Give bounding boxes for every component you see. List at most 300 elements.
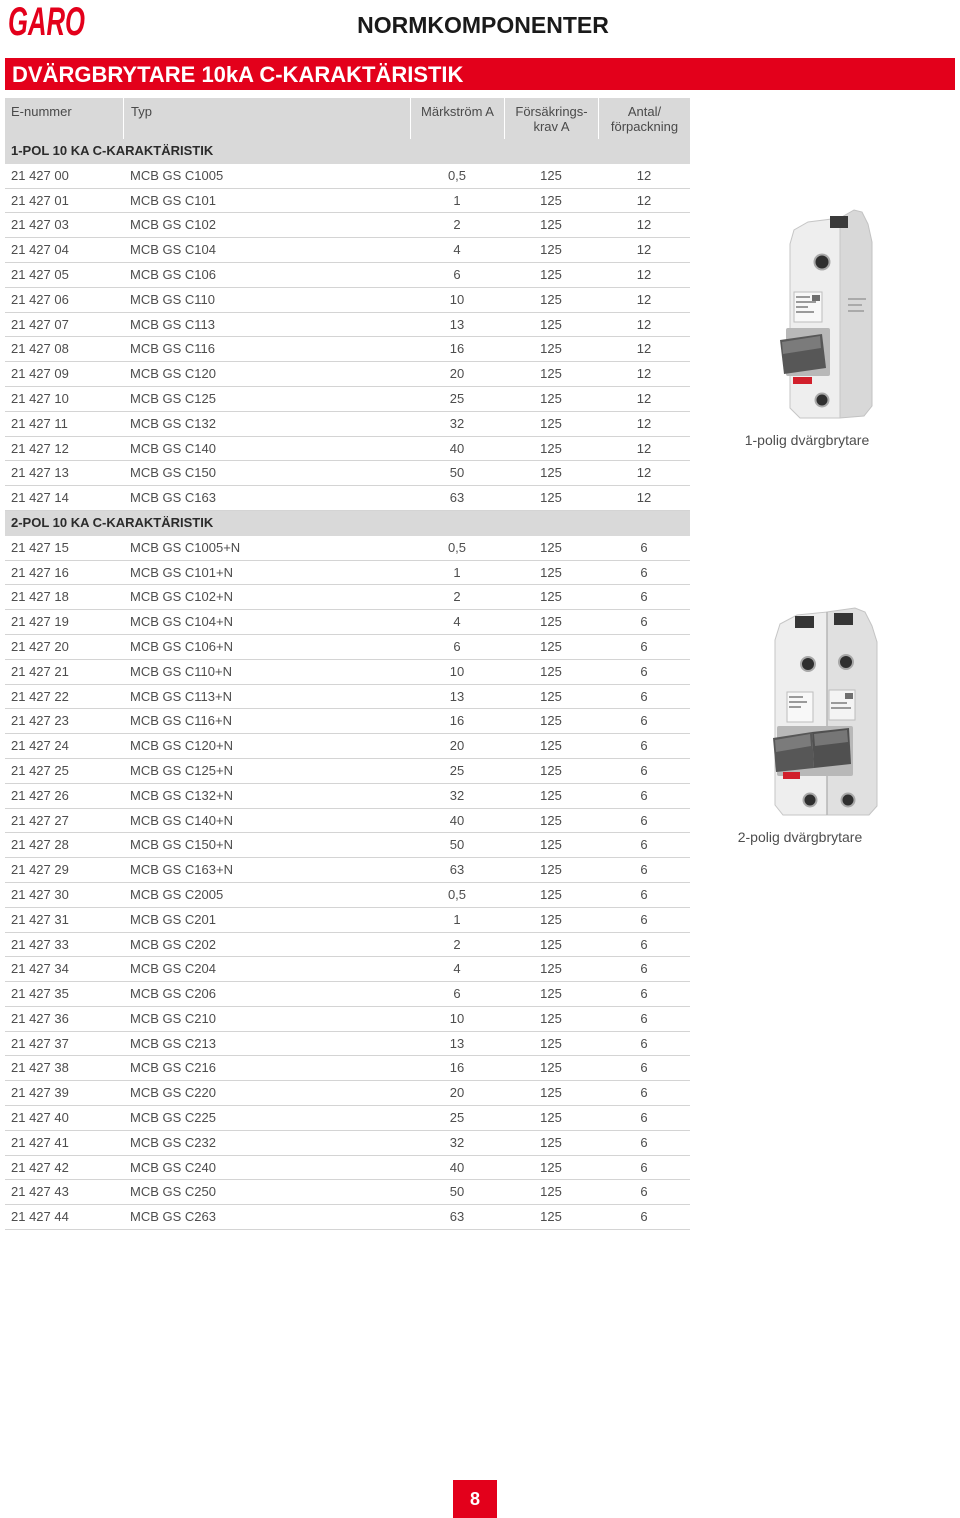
cell-pack-quantity: 6 xyxy=(640,961,648,977)
cell-rated-current: 6 xyxy=(453,266,461,282)
cell-rated-current: 25 xyxy=(449,1110,465,1126)
cell-pack-quantity: 6 xyxy=(640,688,648,704)
column-header-label: Antal/ xyxy=(627,104,662,119)
cell-rated-current: 20 xyxy=(449,366,465,382)
cell-rated-current: 25 xyxy=(449,762,465,778)
label-print xyxy=(796,311,814,313)
label-print xyxy=(796,296,810,298)
table-row xyxy=(5,1007,690,1032)
ce-mark xyxy=(812,295,820,301)
cell-e-number: 21 427 18 xyxy=(11,589,69,605)
cell-fuse-requirement: 125 xyxy=(540,713,562,729)
cell-e-number: 21 427 04 xyxy=(11,242,69,258)
cell-pack-quantity: 12 xyxy=(636,242,652,258)
cell-pack-quantity: 6 xyxy=(640,1060,648,1076)
product-table xyxy=(5,98,690,1230)
screw-hole xyxy=(816,394,829,407)
cell-fuse-requirement: 125 xyxy=(540,936,562,952)
table-row xyxy=(5,635,690,660)
cell-type: MCB GS C102 xyxy=(130,217,216,233)
cell-fuse-requirement: 125 xyxy=(540,341,562,357)
cell-type: MCB GS C104 xyxy=(130,242,216,258)
cell-e-number: 21 427 06 xyxy=(11,291,69,307)
table-row xyxy=(5,734,690,759)
cell-type: MCB GS C113+N xyxy=(130,688,232,704)
table-row xyxy=(5,982,690,1007)
cell-type: MCB GS C132 xyxy=(130,415,216,431)
cell-fuse-requirement: 125 xyxy=(540,688,562,704)
label-print xyxy=(789,701,807,703)
cell-fuse-requirement: 125 xyxy=(540,986,562,1002)
cell-type: MCB GS C263 xyxy=(130,1209,216,1225)
cell-type: MCB GS C216 xyxy=(130,1060,216,1076)
cell-rated-current: 6 xyxy=(453,986,461,1002)
column-header-label: krav A xyxy=(533,119,570,134)
cell-pack-quantity: 6 xyxy=(640,986,648,1002)
cell-fuse-requirement: 125 xyxy=(540,366,562,382)
cell-pack-quantity: 12 xyxy=(636,341,652,357)
table-row xyxy=(5,1131,690,1156)
trip-indicator xyxy=(793,377,812,384)
cell-fuse-requirement: 125 xyxy=(540,390,562,406)
cell-pack-quantity: 6 xyxy=(640,1184,648,1200)
cell-fuse-requirement: 125 xyxy=(540,738,562,754)
cell-type: MCB GS C150 xyxy=(130,465,216,481)
cell-pack-quantity: 6 xyxy=(640,1010,648,1026)
cell-pack-quantity: 12 xyxy=(636,440,652,456)
cell-e-number: 21 427 24 xyxy=(11,738,69,754)
cell-fuse-requirement: 125 xyxy=(540,316,562,332)
cell-e-number: 21 427 31 xyxy=(11,911,69,927)
column-header-pack-quantity xyxy=(598,98,690,139)
cell-rated-current: 32 xyxy=(449,1134,465,1150)
cell-e-number: 21 427 08 xyxy=(11,341,69,357)
table-row xyxy=(5,263,690,288)
table-row xyxy=(5,387,690,412)
table-row xyxy=(5,238,690,263)
cell-type: MCB GS C116 xyxy=(130,341,216,357)
cell-e-number: 21 427 13 xyxy=(11,465,69,481)
ce-mark xyxy=(845,693,853,699)
cell-rated-current: 0,5 xyxy=(447,167,467,183)
mcb-1-pole-image xyxy=(760,200,885,425)
cell-rated-current: 50 xyxy=(449,1184,465,1200)
cell-rated-current: 4 xyxy=(453,961,461,977)
table-row xyxy=(5,1205,690,1230)
cell-type: MCB GS C163 xyxy=(130,490,216,506)
terminal-opening xyxy=(830,216,848,228)
table-row xyxy=(5,313,690,338)
cell-pack-quantity: 6 xyxy=(640,886,648,902)
cell-fuse-requirement: 125 xyxy=(540,1159,562,1175)
cell-pack-quantity: 6 xyxy=(640,1209,648,1225)
label-print xyxy=(796,301,816,303)
cell-e-number: 21 427 34 xyxy=(11,961,69,977)
cell-rated-current: 16 xyxy=(449,341,465,357)
table-row xyxy=(5,1081,690,1106)
cell-pack-quantity: 12 xyxy=(636,266,652,282)
cell-rated-current: 50 xyxy=(449,837,465,853)
figure-caption: 2-polig dvärgbrytare xyxy=(737,829,863,845)
cell-type: MCB GS C232 xyxy=(130,1134,216,1150)
screw-hole xyxy=(842,794,855,807)
cell-type: MCB GS C140 xyxy=(130,440,216,456)
table-row xyxy=(5,709,690,734)
cell-pack-quantity: 12 xyxy=(636,490,652,506)
cell-rated-current: 13 xyxy=(449,1035,465,1051)
cell-e-number: 21 427 05 xyxy=(11,266,69,282)
cell-e-number: 21 427 35 xyxy=(11,986,69,1002)
table-row xyxy=(5,288,690,313)
cell-type: MCB GS C140+N xyxy=(130,812,233,828)
cell-e-number: 21 427 39 xyxy=(11,1085,69,1101)
cell-type: MCB GS C125+N xyxy=(130,762,233,778)
screw-hole xyxy=(815,255,830,270)
side-print xyxy=(848,298,866,300)
cell-pack-quantity: 12 xyxy=(636,217,652,233)
cell-fuse-requirement: 125 xyxy=(540,1209,562,1225)
cell-pack-quantity: 6 xyxy=(640,539,648,555)
cell-rated-current: 40 xyxy=(449,440,465,456)
cell-e-number: 21 427 25 xyxy=(11,762,69,778)
cell-pack-quantity: 6 xyxy=(640,1134,648,1150)
cell-type: MCB GS C240 xyxy=(130,1159,216,1175)
cell-e-number: 21 427 14 xyxy=(11,490,69,506)
cell-fuse-requirement: 125 xyxy=(540,1085,562,1101)
label-print xyxy=(831,707,851,709)
cell-type: MCB GS C1005+N xyxy=(130,539,241,555)
side-print xyxy=(848,304,862,306)
table-row xyxy=(5,486,690,511)
table-row xyxy=(5,784,690,809)
cell-rated-current: 4 xyxy=(453,242,461,258)
cell-rated-current: 1 xyxy=(453,564,461,580)
cell-e-number: 21 427 33 xyxy=(11,936,69,952)
label-print xyxy=(831,702,847,704)
cell-rated-current: 13 xyxy=(449,688,465,704)
cell-rated-current: 63 xyxy=(449,1209,465,1225)
table-row xyxy=(5,858,690,883)
cell-e-number: 21 427 23 xyxy=(11,713,69,729)
cell-fuse-requirement: 125 xyxy=(540,1060,562,1076)
table-header xyxy=(5,98,690,139)
table-row xyxy=(5,213,690,238)
cell-fuse-requirement: 125 xyxy=(540,614,562,630)
table-row xyxy=(5,883,690,908)
column-header-fuse-requirement xyxy=(504,98,598,139)
cell-type: MCB GS C132+N xyxy=(130,787,233,803)
table-row xyxy=(5,1106,690,1131)
cell-fuse-requirement: 125 xyxy=(540,911,562,927)
cell-pack-quantity: 12 xyxy=(636,390,652,406)
cell-type: MCB GS C113 xyxy=(130,316,216,332)
cell-e-number: 21 427 27 xyxy=(11,812,69,828)
table-row xyxy=(5,610,690,635)
cell-pack-quantity: 6 xyxy=(640,738,648,754)
cell-pack-quantity: 12 xyxy=(636,316,652,332)
cell-type: MCB GS C250 xyxy=(130,1184,216,1200)
cell-rated-current: 16 xyxy=(449,1060,465,1076)
cell-e-number: 21 427 11 xyxy=(11,415,68,431)
table-row xyxy=(5,585,690,610)
cell-type: MCB GS C220 xyxy=(130,1085,216,1101)
column-header-rated-current xyxy=(410,98,504,139)
cell-pack-quantity: 6 xyxy=(640,614,648,630)
cell-rated-current: 4 xyxy=(453,614,461,630)
cell-fuse-requirement: 125 xyxy=(540,465,562,481)
cell-fuse-requirement: 125 xyxy=(540,217,562,233)
cell-fuse-requirement: 125 xyxy=(540,440,562,456)
mcb-2-pole-image xyxy=(765,600,890,822)
cell-pack-quantity: 6 xyxy=(640,564,648,580)
cell-rated-current: 50 xyxy=(449,465,465,481)
cell-e-number: 21 427 26 xyxy=(11,787,69,803)
page-number: 8 xyxy=(453,1480,497,1518)
label-print xyxy=(789,696,803,698)
table-row xyxy=(5,809,690,834)
cell-fuse-requirement: 125 xyxy=(540,1010,562,1026)
cell-e-number: 21 427 30 xyxy=(11,886,69,902)
cell-rated-current: 0,5 xyxy=(447,539,467,555)
table-row xyxy=(5,1156,690,1181)
cell-fuse-requirement: 125 xyxy=(540,589,562,605)
cell-e-number: 21 427 28 xyxy=(11,837,69,853)
cell-type: MCB GS C106+N xyxy=(130,638,233,654)
cell-fuse-requirement: 125 xyxy=(540,490,562,506)
cell-rated-current: 1 xyxy=(453,911,461,927)
side-print xyxy=(848,310,864,312)
cell-type: MCB GS C110 xyxy=(130,291,216,307)
cell-e-number: 21 427 19 xyxy=(11,614,69,630)
column-header-type xyxy=(123,98,410,139)
cell-e-number: 21 427 38 xyxy=(11,1060,69,1076)
cell-rated-current: 10 xyxy=(449,1010,465,1026)
cell-e-number: 21 427 16 xyxy=(11,564,69,580)
cell-fuse-requirement: 125 xyxy=(540,1035,562,1051)
table-row xyxy=(5,362,690,387)
column-header-label: förpackning xyxy=(610,119,679,134)
cell-fuse-requirement: 125 xyxy=(540,539,562,555)
cell-type: MCB GS C150+N xyxy=(130,837,233,853)
cell-e-number: 21 427 36 xyxy=(11,1010,69,1026)
screw-hole xyxy=(801,657,815,671)
cell-e-number: 21 427 15 xyxy=(11,539,69,555)
cell-pack-quantity: 6 xyxy=(640,812,648,828)
cell-type: MCB GS C210 xyxy=(130,1010,216,1026)
cell-e-number: 21 427 01 xyxy=(11,192,69,208)
cell-type: MCB GS C125 xyxy=(130,390,216,406)
cell-type: MCB GS C202 xyxy=(130,936,216,952)
cell-pack-quantity: 6 xyxy=(640,911,648,927)
trip-indicator xyxy=(783,772,800,779)
cell-pack-quantity: 6 xyxy=(640,663,648,679)
cell-rated-current: 6 xyxy=(453,638,461,654)
cell-e-number: 21 427 43 xyxy=(11,1184,69,1200)
cell-fuse-requirement: 125 xyxy=(540,638,562,654)
cell-e-number: 21 427 37 xyxy=(11,1035,69,1051)
cell-fuse-requirement: 125 xyxy=(540,663,562,679)
cell-type: MCB GS C102+N xyxy=(130,589,233,605)
table-row xyxy=(5,536,690,561)
cell-rated-current: 0,5 xyxy=(447,886,467,902)
cell-e-number: 21 427 07 xyxy=(11,316,69,332)
column-header-label: Typ xyxy=(131,104,152,119)
cell-pack-quantity: 6 xyxy=(640,1110,648,1126)
column-header-label: Försäkrings- xyxy=(515,104,588,119)
cell-rated-current: 2 xyxy=(453,217,461,233)
cell-e-number: 21 427 10 xyxy=(11,390,69,406)
cell-rated-current: 1 xyxy=(453,192,461,208)
section-banner: DVÄRGBRYTARE 10kA C-KARAKTÄRISTIK xyxy=(5,58,955,90)
table-row xyxy=(5,660,690,685)
cell-e-number: 21 427 42 xyxy=(11,1159,69,1175)
cell-fuse-requirement: 125 xyxy=(540,787,562,803)
cell-fuse-requirement: 125 xyxy=(540,862,562,878)
cell-rated-current: 40 xyxy=(449,812,465,828)
cell-type: MCB GS C213 xyxy=(130,1035,216,1051)
cell-pack-quantity: 6 xyxy=(640,1159,648,1175)
cell-fuse-requirement: 125 xyxy=(540,762,562,778)
cell-pack-quantity: 6 xyxy=(640,589,648,605)
cell-rated-current: 10 xyxy=(449,291,465,307)
cell-fuse-requirement: 125 xyxy=(540,266,562,282)
cell-type: MCB GS C2005 xyxy=(130,886,224,902)
cell-fuse-requirement: 125 xyxy=(540,1110,562,1126)
page-title: NORMKOMPONENTER xyxy=(357,12,609,38)
table-row xyxy=(5,933,690,958)
table-row xyxy=(5,908,690,933)
cell-pack-quantity: 12 xyxy=(636,366,652,382)
cell-e-number: 21 427 20 xyxy=(11,638,69,654)
cell-pack-quantity: 6 xyxy=(640,713,648,729)
cell-rated-current: 13 xyxy=(449,316,465,332)
cell-type: MCB GS C204 xyxy=(130,961,216,977)
cell-pack-quantity: 6 xyxy=(640,837,648,853)
cell-fuse-requirement: 125 xyxy=(540,961,562,977)
cell-fuse-requirement: 125 xyxy=(540,242,562,258)
cell-e-number: 21 427 29 xyxy=(11,862,69,878)
cell-fuse-requirement: 125 xyxy=(540,564,562,580)
cell-type: MCB GS C104+N xyxy=(130,614,233,630)
cell-pack-quantity: 6 xyxy=(640,762,648,778)
terminal-opening xyxy=(795,616,814,628)
cell-fuse-requirement: 125 xyxy=(540,291,562,307)
cell-pack-quantity: 12 xyxy=(636,192,652,208)
cell-type: MCB GS C116+N xyxy=(130,713,232,729)
cell-fuse-requirement: 125 xyxy=(540,837,562,853)
cell-e-number: 21 427 41 xyxy=(11,1134,69,1150)
cell-type: MCB GS C120 xyxy=(130,366,216,382)
cell-pack-quantity: 12 xyxy=(636,167,652,183)
cell-type: MCB GS C101 xyxy=(130,192,216,208)
terminal-opening xyxy=(834,613,853,625)
cell-e-number: 21 427 00 xyxy=(11,167,69,183)
table-row xyxy=(5,957,690,982)
section-heading: 2-POL 10 KA C-KARAKTÄRISTIK xyxy=(5,511,690,536)
table-row xyxy=(5,833,690,858)
cell-e-number: 21 427 22 xyxy=(11,688,69,704)
cell-fuse-requirement: 125 xyxy=(540,812,562,828)
table-row xyxy=(5,759,690,784)
cell-type: MCB GS C110+N xyxy=(130,663,232,679)
cell-fuse-requirement: 125 xyxy=(540,1184,562,1200)
cell-fuse-requirement: 125 xyxy=(540,886,562,902)
column-header-e-number xyxy=(5,98,123,139)
cell-type: MCB GS C106 xyxy=(130,266,216,282)
cell-type: MCB GS C225 xyxy=(130,1110,216,1126)
cell-e-number: 21 427 40 xyxy=(11,1110,69,1126)
garo-logo xyxy=(6,0,88,44)
cell-rated-current: 63 xyxy=(449,862,465,878)
cell-pack-quantity: 6 xyxy=(640,1085,648,1101)
cell-e-number: 21 427 03 xyxy=(11,217,69,233)
cell-pack-quantity: 6 xyxy=(640,862,648,878)
cell-e-number: 21 427 44 xyxy=(11,1209,69,1225)
cell-rated-current: 20 xyxy=(449,738,465,754)
cell-e-number: 21 427 21 xyxy=(11,663,69,679)
cell-rated-current: 40 xyxy=(449,1159,465,1175)
cell-type: MCB GS C163+N xyxy=(130,862,233,878)
cell-rated-current: 20 xyxy=(449,1085,465,1101)
cell-rated-current: 32 xyxy=(449,415,465,431)
table-row xyxy=(5,337,690,362)
table-row xyxy=(5,685,690,710)
mcb-side-face xyxy=(840,210,872,418)
cell-rated-current: 25 xyxy=(449,390,465,406)
table-row xyxy=(5,561,690,586)
cell-rated-current: 2 xyxy=(453,589,461,605)
cell-fuse-requirement: 125 xyxy=(540,415,562,431)
label-print xyxy=(796,306,808,308)
table-row xyxy=(5,412,690,437)
cell-pack-quantity: 12 xyxy=(636,291,652,307)
table-row xyxy=(5,461,690,486)
table-body xyxy=(5,139,690,1230)
table-row xyxy=(5,437,690,462)
cell-rated-current: 16 xyxy=(449,713,465,729)
cell-pack-quantity: 6 xyxy=(640,936,648,952)
cell-type: MCB GS C201 xyxy=(130,911,216,927)
cell-pack-quantity: 6 xyxy=(640,638,648,654)
cell-fuse-requirement: 125 xyxy=(540,167,562,183)
screw-hole xyxy=(804,794,817,807)
table-row xyxy=(5,1180,690,1205)
cell-fuse-requirement: 125 xyxy=(540,192,562,208)
cell-pack-quantity: 6 xyxy=(640,1035,648,1051)
cell-type: MCB GS C206 xyxy=(130,986,216,1002)
column-header-label: E-nummer xyxy=(11,104,72,119)
cell-rated-current: 63 xyxy=(449,490,465,506)
cell-type: MCB GS C120+N xyxy=(130,738,233,754)
label-print xyxy=(789,706,801,708)
cell-type: MCB GS C101+N xyxy=(130,564,233,580)
table-row xyxy=(5,164,690,189)
table-row xyxy=(5,1056,690,1081)
cell-type: MCB GS C1005 xyxy=(130,167,224,183)
table-row xyxy=(5,189,690,214)
cell-rated-current: 10 xyxy=(449,663,465,679)
cell-pack-quantity: 6 xyxy=(640,787,648,803)
cell-fuse-requirement: 125 xyxy=(540,1134,562,1150)
column-header-label: Märkström A xyxy=(421,104,494,119)
cell-rated-current: 2 xyxy=(453,936,461,952)
cell-pack-quantity: 12 xyxy=(636,415,652,431)
table-row xyxy=(5,1032,690,1057)
section-heading: 1-POL 10 KA C-KARAKTÄRISTIK xyxy=(5,139,690,164)
logo-text: GARO xyxy=(8,0,85,44)
cell-e-number: 21 427 12 xyxy=(11,440,69,456)
figure-caption: 1-polig dvärgbrytare xyxy=(744,432,870,448)
